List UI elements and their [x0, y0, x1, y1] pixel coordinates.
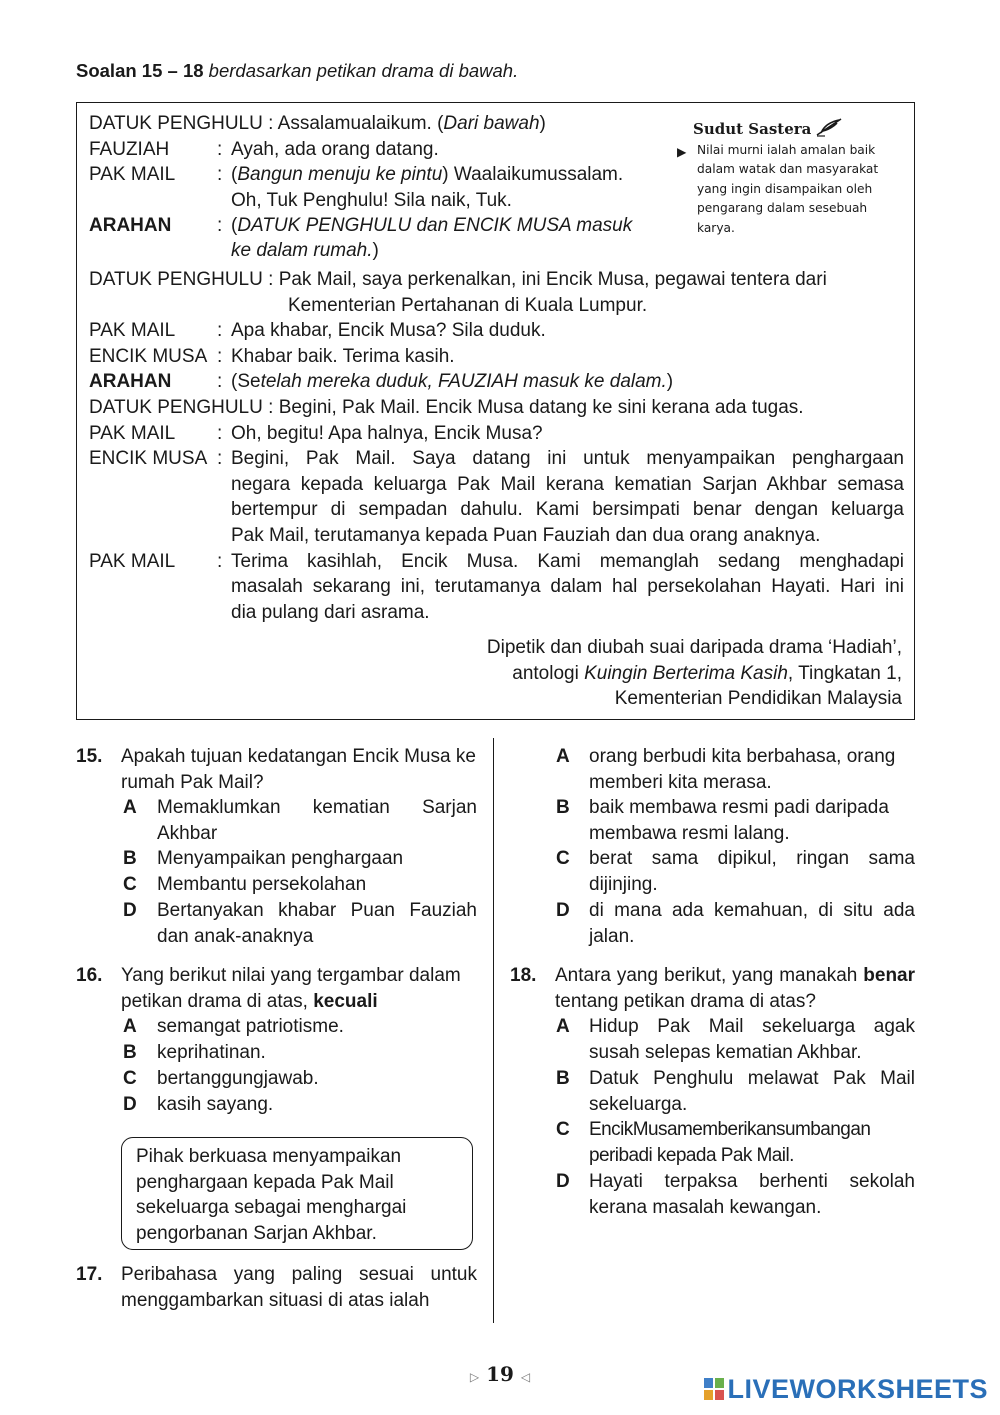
q15-option-c[interactable]: Membantu persekolahan — [157, 874, 367, 895]
q18-option-c-letter[interactable]: C — [556, 1119, 570, 1140]
q17-option-d[interactable]: di mana ada kemahuan, di situ ada jalan. — [589, 900, 915, 947]
q18-option-b-letter[interactable]: B — [556, 1068, 570, 1089]
q18-option-a-letter[interactable]: A — [556, 1016, 570, 1037]
q17-option-a[interactable]: orang berbudi kita berbahasa, orang memberi kita merasa. — [589, 746, 896, 793]
triangle-left-icon: ◁ — [520, 1370, 531, 1384]
q16-option-c-letter[interactable]: C — [123, 1068, 137, 1089]
sastera-title: Sudut Sastera — [693, 120, 812, 138]
line-1: DATUK PENGHULU : Assalamualaikum. (Dari bawah) — [89, 113, 546, 134]
q15-option-a-letter[interactable]: A — [123, 797, 137, 818]
q16-option-d[interactable]: kasih sayang. — [157, 1094, 274, 1115]
situation-box: Pihak berkuasa menyampaikan penghargaan kepada Pak Mail sekeluarga sebagai menghargai pengorbanan Sarjan Akhbar. — [121, 1137, 473, 1250]
line-12: DATUK PENGHULU : Begini, Pak Mail. Encik Musa datang ke sini kerana ada tugas. — [89, 397, 804, 418]
column-divider — [493, 738, 494, 1323]
q18-option-d[interactable]: Hayati terpaksa berhenti sekolah kerana masalah kewangan. — [589, 1171, 915, 1218]
liveworksheets-logo: LIVEWORKSHEETS — [704, 1374, 988, 1405]
q17-option-a-letter[interactable]: A — [556, 746, 570, 767]
sudut-sastera-note — [677, 117, 905, 238]
q18-option-d-letter[interactable]: D — [556, 1171, 570, 1192]
encik-musa-line-1: Begini, Pak Mail. Saya datang ini untuk menyampaikan penghargaan — [231, 448, 904, 469]
instructions-heading — [76, 60, 518, 82]
pak-mail-line-1: Terima kasihlah, Encik Musa. Kami memanglah sedang menghadapi — [231, 551, 904, 572]
q17-option-b-letter[interactable]: B — [556, 797, 570, 818]
q18-option-a[interactable]: Hidup Pak Mail sekeluarga agak susah selepas kematian Akhbar. — [589, 1016, 915, 1063]
drama-excerpt-box: Sudut Sastera ▶ Nilai murni ialah amalan baik dalam watak dan masyarakat yang ingin disampaikan oleh pengarang dalam sesebuah karya. DATUK PENGHULU : Assalamualaikum. (Dari bawah) FAUZIAH : Ayah, ada orang datang. PAK MAIL : (Bangun menuju ke pintu) Waalaikumussalam. Oh, Tuk Penghulu! Sila naik, Tuk. ARAHAN : (DATUK PENGHULU dan ENCIK MUSA masuk ke dalam rumah.) DATUK PENGHULU : Pak Mail, saya perkenalkan, ini Encik Musa, pegawai tentera dari Kementerian Pertahanan di Kuala Lumpur. PAK MAIL : Apa khabar, Encik Musa? Sila duduk. ENCIK MUSA : Khabar baik. Terima kasih. ARAHAN : (Setelah mereka duduk, FAUZIAH masuk ke dalam.) DATUK PENGHULU : Begini, Pak Mail. Encik Musa datang ke sini kerana ada tugas. PAK MAIL : Oh, begitu! Apa halnya, Encik Musa? ENCIK MUSA : Begini, Pak Mail. Saya datang ini untuk menyampaikan penghargaan negara kepada keluarga Pak Mail kerana kematian Sarjan Akhbar semasa bertempur di sempadan dahulu. Kami bersimpati benar dengan keluarga Pak Mail, terutamanya kepada Puan Fauziah dan dua orang anaknya. PAK MAIL : Terima kasihlah, Encik Musa. Kami memanglah sedang menghadapi masalah sekarang ini, terutamanya dalam hal persekolahan Hayati. Hari ini dia pulang dari asrama. Dipetik dan diubah suai daripada drama ‘Hadiah’, antologi Kuingin Berterima Kasih, Tingkatan 1, Kementerian Pendidikan Malaysia — [76, 102, 915, 720]
line-7: DATUK PENGHULU : Pak Mail, saya perkenalkan, ini Encik Musa, pegawai tentera dari — [89, 269, 827, 290]
q16-option-b-letter[interactable]: B — [123, 1042, 137, 1063]
q16-option-c[interactable]: bertanggungjawab. — [157, 1068, 319, 1089]
q15-option-b[interactable]: Menyampaikan penghargaan — [157, 848, 404, 869]
quill-pen-icon — [815, 117, 845, 139]
page-number: ▷ 19 ◁ — [469, 1362, 531, 1386]
liveworksheets-logo-icon — [704, 1378, 724, 1400]
encik-musa-line-2: negara kepada keluarga Pak Mail kerana kematian Sarjan Akhbar semasa — [231, 474, 904, 495]
encik-musa-line-3: bertempur di sempadan dahulu. Kami bersimpati benar dengan keluarga — [231, 499, 904, 520]
q18-option-b[interactable]: Datuk Penghulu melawat Pak Mail sekeluarga. — [589, 1068, 915, 1115]
triangle-bullet-icon: ▶ — [677, 144, 687, 159]
heading-bold: Soalan 15 – 18 — [76, 60, 204, 81]
q15-option-d-letter[interactable]: D — [123, 900, 137, 921]
q16-option-a[interactable]: semangat patriotisme. — [157, 1016, 344, 1037]
q17-option-c-letter[interactable]: C — [556, 848, 570, 869]
q15-option-a[interactable]: Memaklumkan kematian Sarjan Akhbar — [157, 797, 477, 844]
triangle-right-icon: ▷ — [469, 1370, 480, 1384]
q15-option-d[interactable]: Bertanyakan khabar Puan Fauziah dan anak-anaknya — [157, 900, 477, 947]
heading-italic: berdasarkan petikan drama di bawah. — [208, 60, 519, 81]
q18-option-c[interactable]: EncikMusamemberikansumbangan peribadi kepada Pak Mail. — [589, 1119, 871, 1166]
q17-option-c[interactable]: berat sama dipikul, ringan sama dijinjing. — [589, 848, 915, 895]
q15-option-c-letter[interactable]: C — [123, 874, 137, 895]
q15-option-b-letter[interactable]: B — [123, 848, 137, 869]
q16-option-d-letter[interactable]: D — [123, 1094, 137, 1115]
q16-option-a-letter[interactable]: A — [123, 1016, 137, 1037]
sastera-body: Nilai murni ialah amalan baik dalam watak dan masyarakat yang ingin disampaikan oleh pengarang dalam sesebuah karya. — [697, 142, 879, 235]
pak-mail-line-2: masalah sekarang ini, terutamanya dalam hal persekolahan Hayati. Hari ini — [231, 576, 904, 597]
q16-option-b[interactable]: keprihatinan. — [157, 1042, 266, 1063]
q17-option-d-letter[interactable]: D — [556, 900, 570, 921]
source-citation: Dipetik dan diubah suai daripada drama ‘Hadiah’, antologi Kuingin Berterima Kasih, Tingkatan 1, Kementerian Pendidikan Malaysia — [486, 637, 902, 709]
q17-option-b[interactable]: baik membawa resmi padi daripada membawa resmi lalang. — [589, 797, 889, 844]
